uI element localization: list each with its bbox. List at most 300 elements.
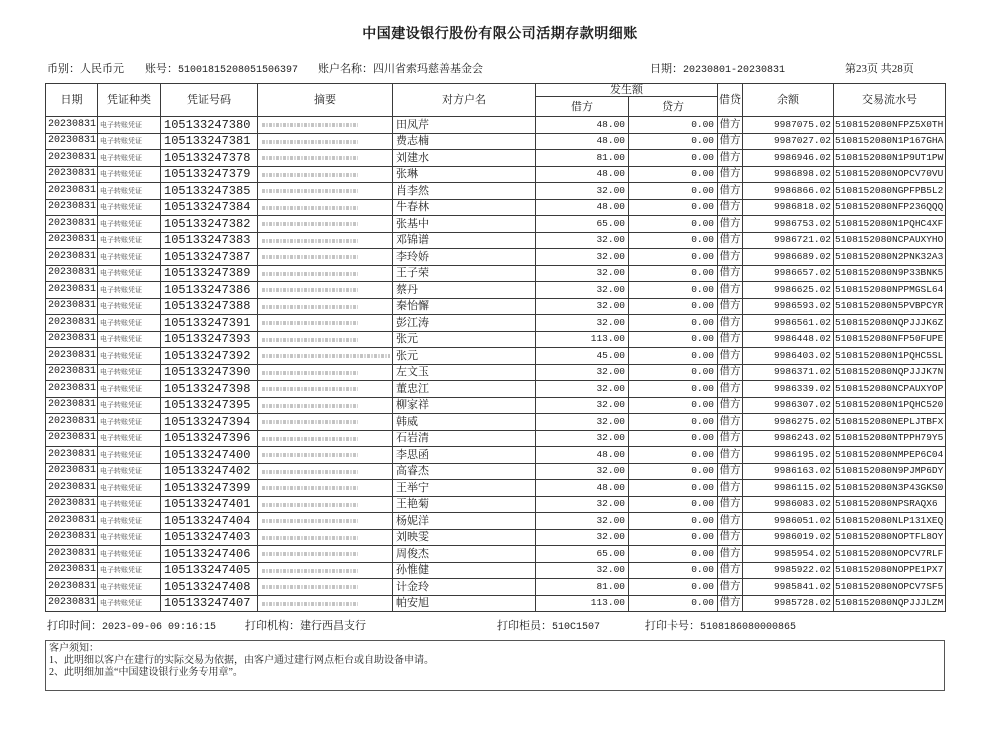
credit-amount-cell: 0.00 xyxy=(629,480,718,497)
summary-cell xyxy=(258,315,393,332)
debit-credit-flag-cell: 借方 xyxy=(718,348,743,365)
counterparty-cell: 张琳 xyxy=(393,166,536,183)
counterparty-cell: 帕安旭 xyxy=(393,595,536,612)
voucher-number-cell: 105133247382 xyxy=(161,216,258,233)
voucher-number-cell: 105133247394 xyxy=(161,414,258,431)
summary-cell xyxy=(258,381,393,398)
serial-number-cell: 5108152080NCPAUXYHO xyxy=(834,232,946,249)
counterparty-cell: 牛春林 xyxy=(393,199,536,216)
credit-amount-cell: 0.00 xyxy=(629,232,718,249)
column-header-summary: 摘要 xyxy=(258,84,393,117)
summary-cell xyxy=(258,529,393,546)
summary-fine-print xyxy=(262,387,358,391)
notice-item: 2、此明细加盖“中国建设银行业务专用章”。 xyxy=(49,667,243,678)
voucher-number-cell: 105133247400 xyxy=(161,447,258,464)
table-row xyxy=(46,183,946,200)
summary-fine-print xyxy=(262,536,358,540)
customer-notice-box xyxy=(45,640,945,691)
debit-credit-flag-cell: 借方 xyxy=(718,397,743,414)
voucher-type-cell: 电子转账凭证 xyxy=(98,265,161,282)
voucher-type-cell: 电子转账凭证 xyxy=(98,166,161,183)
table-row xyxy=(46,249,946,266)
credit-amount-cell: 0.00 xyxy=(629,166,718,183)
debit-amount-cell: 65.00 xyxy=(536,546,629,563)
counterparty-cell: 计金玲 xyxy=(393,579,536,596)
print-card-label: 打印卡号： xyxy=(645,620,700,632)
serial-number-cell: 5108152080NQPJJJK6Z xyxy=(834,315,946,332)
credit-amount-cell: 0.00 xyxy=(629,331,718,348)
debit-amount-cell: 113.00 xyxy=(536,331,629,348)
date-cell: 20230831 xyxy=(46,117,98,134)
debit-amount-cell: 48.00 xyxy=(536,117,629,134)
summary-cell xyxy=(258,430,393,447)
credit-amount-cell: 0.00 xyxy=(629,414,718,431)
counterparty-cell: 杨妮洋 xyxy=(393,513,536,530)
summary-cell xyxy=(258,546,393,563)
table-row xyxy=(46,298,946,315)
balance-cell: 9986866.02 xyxy=(743,183,834,200)
debit-amount-cell: 113.00 xyxy=(536,595,629,612)
debit-amount-cell: 48.00 xyxy=(536,199,629,216)
summary-cell xyxy=(258,117,393,134)
voucher-type-cell: 电子转账凭证 xyxy=(98,430,161,447)
balance-cell: 9986307.02 xyxy=(743,397,834,414)
voucher-number-cell: 105133247392 xyxy=(161,348,258,365)
debit-credit-flag-cell: 借方 xyxy=(718,216,743,233)
voucher-number-cell: 105133247384 xyxy=(161,199,258,216)
account-number-label: 账号： xyxy=(145,63,178,75)
counterparty-cell: 孙惟健 xyxy=(393,562,536,579)
serial-number-cell: 5108152080N3P43GKS0 xyxy=(834,480,946,497)
table-row xyxy=(46,348,946,365)
counterparty-cell: 张元 xyxy=(393,348,536,365)
serial-number-cell: 5108152080N9P33BNK5 xyxy=(834,265,946,282)
summary-fine-print xyxy=(262,140,358,144)
balance-cell: 9986657.02 xyxy=(743,265,834,282)
voucher-type-cell: 电子转账凭证 xyxy=(98,216,161,233)
table-row xyxy=(46,166,946,183)
account-name-value: 四川省索玛慈善基金会 xyxy=(373,63,483,75)
summary-cell xyxy=(258,331,393,348)
summary-fine-print xyxy=(262,420,358,424)
summary-fine-print xyxy=(262,173,358,177)
balance-cell: 9986243.02 xyxy=(743,430,834,447)
counterparty-cell: 秦怡懈 xyxy=(393,298,536,315)
table-row xyxy=(46,331,946,348)
voucher-number-cell: 105133247395 xyxy=(161,397,258,414)
print-card-value: 5108186080000865 xyxy=(700,622,797,633)
voucher-type-cell: 电子转账凭证 xyxy=(98,546,161,563)
serial-number-cell: 5108152080NFP236QQQ xyxy=(834,199,946,216)
summary-cell xyxy=(258,463,393,480)
print-branch xyxy=(245,619,366,633)
summary-cell xyxy=(258,348,393,365)
serial-number-cell: 5108152080NOPCV7SF5 xyxy=(834,579,946,596)
table-row xyxy=(46,397,946,414)
voucher-number-cell: 105133247404 xyxy=(161,513,258,530)
balance-cell: 9985954.02 xyxy=(743,546,834,563)
debit-amount-cell: 32.00 xyxy=(536,364,629,381)
summary-cell xyxy=(258,496,393,513)
serial-number-cell: 5108152080NOPTFL8OY xyxy=(834,529,946,546)
balance-cell: 9986163.02 xyxy=(743,463,834,480)
debit-amount-cell: 32.00 xyxy=(536,249,629,266)
voucher-number-cell: 105133247380 xyxy=(161,117,258,134)
credit-amount-cell: 0.00 xyxy=(629,265,718,282)
voucher-number-cell: 105133247396 xyxy=(161,430,258,447)
voucher-number-cell: 105133247407 xyxy=(161,595,258,612)
voucher-type-cell: 电子转账凭证 xyxy=(98,249,161,266)
credit-amount-cell: 0.00 xyxy=(629,430,718,447)
voucher-type-cell: 电子转账凭证 xyxy=(98,282,161,299)
serial-number-cell: 5108152080N1PQHC4XF xyxy=(834,216,946,233)
counterparty-cell: 韩威 xyxy=(393,414,536,431)
balance-cell: 9986115.02 xyxy=(743,480,834,497)
credit-amount-cell: 0.00 xyxy=(629,117,718,134)
voucher-number-cell: 105133247381 xyxy=(161,133,258,150)
debit-credit-flag-cell: 借方 xyxy=(718,546,743,563)
serial-number-cell: 5108152080N1P9UT1PW xyxy=(834,150,946,167)
date-cell: 20230831 xyxy=(46,529,98,546)
date-cell: 20230831 xyxy=(46,232,98,249)
table-header xyxy=(46,84,946,117)
table-row xyxy=(46,546,946,563)
voucher-number-cell: 105133247393 xyxy=(161,331,258,348)
balance-cell: 9985728.02 xyxy=(743,595,834,612)
table-row xyxy=(46,282,946,299)
voucher-number-cell: 105133247402 xyxy=(161,463,258,480)
voucher-type-cell: 电子转账凭证 xyxy=(98,595,161,612)
counterparty-cell: 王艳菊 xyxy=(393,496,536,513)
debit-amount-cell: 32.00 xyxy=(536,562,629,579)
debit-amount-cell: 32.00 xyxy=(536,232,629,249)
balance-cell: 9986898.02 xyxy=(743,166,834,183)
table-row xyxy=(46,414,946,431)
voucher-type-cell: 电子转账凭证 xyxy=(98,414,161,431)
credit-amount-cell: 0.00 xyxy=(629,496,718,513)
date-cell: 20230831 xyxy=(46,150,98,167)
balance-cell: 9986818.02 xyxy=(743,199,834,216)
voucher-number-cell: 105133247390 xyxy=(161,364,258,381)
serial-number-cell: 5108152080N1PQHC5SL xyxy=(834,348,946,365)
counterparty-cell: 高睿杰 xyxy=(393,463,536,480)
credit-amount-cell: 0.00 xyxy=(629,183,718,200)
voucher-number-cell: 105133247399 xyxy=(161,480,258,497)
summary-fine-print xyxy=(262,288,358,292)
summary-fine-print xyxy=(262,519,358,523)
serial-number-cell: 5108152080NPPMGSL64 xyxy=(834,282,946,299)
debit-amount-cell: 32.00 xyxy=(536,183,629,200)
table-row xyxy=(46,315,946,332)
summary-cell xyxy=(258,249,393,266)
debit-credit-flag-cell: 借方 xyxy=(718,265,743,282)
print-branch-value: 建行西昌支行 xyxy=(300,620,366,632)
voucher-type-cell: 电子转账凭证 xyxy=(98,117,161,134)
debit-amount-cell: 48.00 xyxy=(536,166,629,183)
counterparty-cell: 刘映雯 xyxy=(393,529,536,546)
print-time-label: 打印时间： xyxy=(47,620,102,632)
serial-number-cell: 5108152080NOPPE1PX7 xyxy=(834,562,946,579)
column-header-voucher-no: 凭证号码 xyxy=(161,84,258,117)
document-title: 中国建设银行股份有限公司活期存款明细账 xyxy=(362,27,638,42)
date-cell: 20230831 xyxy=(46,216,98,233)
summary-cell xyxy=(258,414,393,431)
table-row xyxy=(46,265,946,282)
table-row xyxy=(46,480,946,497)
voucher-number-cell: 105133247383 xyxy=(161,232,258,249)
voucher-number-cell: 105133247385 xyxy=(161,183,258,200)
summary-fine-print xyxy=(262,222,358,226)
debit-credit-flag-cell: 借方 xyxy=(718,133,743,150)
counterparty-cell: 张基中 xyxy=(393,216,536,233)
voucher-type-cell: 电子转账凭证 xyxy=(98,150,161,167)
serial-number-cell: 5108152080NQPJJJK7N xyxy=(834,364,946,381)
print-teller xyxy=(497,619,600,635)
date-cell: 20230831 xyxy=(46,496,98,513)
debit-amount-cell: 32.00 xyxy=(536,397,629,414)
summary-cell xyxy=(258,562,393,579)
serial-number-cell: 5108152080NPSRAQX6 xyxy=(834,496,946,513)
counterparty-cell: 王举宁 xyxy=(393,480,536,497)
debit-credit-flag-cell: 借方 xyxy=(718,430,743,447)
column-header-date: 日期 xyxy=(46,84,98,117)
debit-credit-flag-cell: 借方 xyxy=(718,249,743,266)
counterparty-cell: 彭江涛 xyxy=(393,315,536,332)
balance-cell: 9987075.02 xyxy=(743,117,834,134)
date-range-info xyxy=(650,62,785,78)
balance-cell: 9986448.02 xyxy=(743,331,834,348)
column-header-serial-no: 交易流水号 xyxy=(834,84,946,117)
currency-value: 人民币元 xyxy=(80,63,124,75)
counterparty-cell: 柳家祥 xyxy=(393,397,536,414)
debit-credit-flag-cell: 借方 xyxy=(718,381,743,398)
date-cell: 20230831 xyxy=(46,562,98,579)
debit-credit-flag-cell: 借方 xyxy=(718,282,743,299)
balance-cell: 9986946.02 xyxy=(743,150,834,167)
debit-credit-flag-cell: 借方 xyxy=(718,166,743,183)
date-cell: 20230831 xyxy=(46,249,98,266)
summary-cell xyxy=(258,298,393,315)
debit-amount-cell: 81.00 xyxy=(536,579,629,596)
voucher-number-cell: 105133247388 xyxy=(161,298,258,315)
serial-number-cell: 5108152080NLP131XEQ xyxy=(834,513,946,530)
credit-amount-cell: 0.00 xyxy=(629,199,718,216)
summary-cell xyxy=(258,232,393,249)
voucher-number-cell: 105133247379 xyxy=(161,166,258,183)
table-row xyxy=(46,232,946,249)
date-cell: 20230831 xyxy=(46,430,98,447)
voucher-type-cell: 电子转账凭证 xyxy=(98,480,161,497)
debit-credit-flag-cell: 借方 xyxy=(718,232,743,249)
summary-fine-print xyxy=(262,437,358,441)
debit-credit-flag-cell: 借方 xyxy=(718,414,743,431)
table-row xyxy=(46,513,946,530)
voucher-type-cell: 电子转账凭证 xyxy=(98,513,161,530)
serial-number-cell: 5108152080NGPFPB5L2 xyxy=(834,183,946,200)
debit-amount-cell: 48.00 xyxy=(536,133,629,150)
summary-fine-print xyxy=(262,123,358,127)
date-cell: 20230831 xyxy=(46,463,98,480)
debit-credit-flag-cell: 借方 xyxy=(718,199,743,216)
voucher-type-cell: 电子转账凭证 xyxy=(98,496,161,513)
debit-amount-cell: 48.00 xyxy=(536,447,629,464)
counterparty-cell: 石岩清 xyxy=(393,430,536,447)
summary-fine-print xyxy=(262,305,358,309)
summary-fine-print xyxy=(262,404,358,408)
summary-fine-print xyxy=(262,272,358,276)
voucher-number-cell: 105133247387 xyxy=(161,249,258,266)
notice-heading: 客户须知： xyxy=(49,643,99,654)
serial-number-cell: 5108152080N2PNK32A3 xyxy=(834,249,946,266)
date-cell: 20230831 xyxy=(46,397,98,414)
summary-cell xyxy=(258,199,393,216)
print-time xyxy=(47,619,216,635)
table-row xyxy=(46,447,946,464)
counterparty-cell: 李玲娇 xyxy=(393,249,536,266)
debit-credit-flag-cell: 借方 xyxy=(718,562,743,579)
voucher-type-cell: 电子转账凭证 xyxy=(98,199,161,216)
summary-cell xyxy=(258,595,393,612)
column-header-credit: 贷方 xyxy=(629,97,718,117)
date-cell: 20230831 xyxy=(46,265,98,282)
debit-amount-cell: 32.00 xyxy=(536,265,629,282)
account-number-value: 51001815208051506397 xyxy=(178,65,299,76)
balance-cell: 9986625.02 xyxy=(743,282,834,299)
print-teller-value: 510C1507 xyxy=(552,622,601,633)
debit-credit-flag-cell: 借方 xyxy=(718,513,743,530)
counterparty-cell: 左文玉 xyxy=(393,364,536,381)
serial-number-cell: 5108152080NFP50FUPE xyxy=(834,331,946,348)
summary-cell xyxy=(258,480,393,497)
credit-amount-cell: 0.00 xyxy=(629,529,718,546)
summary-fine-print xyxy=(262,585,358,589)
table-row xyxy=(46,199,946,216)
voucher-type-cell: 电子转账凭证 xyxy=(98,447,161,464)
summary-fine-print xyxy=(262,569,358,573)
summary-fine-print xyxy=(262,338,358,342)
credit-amount-cell: 0.00 xyxy=(629,397,718,414)
table-body xyxy=(46,117,946,612)
column-header-debit: 借方 xyxy=(536,97,629,117)
notice-item: 1、此明细以客户在建行的实际交易为依据，由客户通过建行网点柜台或自助设备申请。 xyxy=(49,655,434,666)
debit-credit-flag-cell: 借方 xyxy=(718,150,743,167)
summary-fine-print xyxy=(262,552,358,556)
date-cell: 20230831 xyxy=(46,183,98,200)
balance-cell: 9985922.02 xyxy=(743,562,834,579)
credit-amount-cell: 0.00 xyxy=(629,133,718,150)
account-name-info xyxy=(318,62,483,76)
summary-cell xyxy=(258,183,393,200)
balance-cell: 9985841.02 xyxy=(743,579,834,596)
debit-amount-cell: 32.00 xyxy=(536,282,629,299)
debit-amount-cell: 32.00 xyxy=(536,414,629,431)
debit-amount-cell: 32.00 xyxy=(536,315,629,332)
summary-cell xyxy=(258,150,393,167)
table-row xyxy=(46,117,946,134)
column-header-counterparty: 对方户名 xyxy=(393,84,536,117)
credit-amount-cell: 0.00 xyxy=(629,282,718,299)
currency-info xyxy=(47,62,124,76)
balance-cell: 9986561.02 xyxy=(743,315,834,332)
summary-cell xyxy=(258,513,393,530)
date-cell: 20230831 xyxy=(46,595,98,612)
debit-amount-cell: 32.00 xyxy=(536,513,629,530)
summary-fine-print xyxy=(262,486,358,490)
summary-cell xyxy=(258,133,393,150)
table-row xyxy=(46,430,946,447)
serial-number-cell: 5108152080N1P167GHA xyxy=(834,133,946,150)
voucher-type-cell: 电子转账凭证 xyxy=(98,133,161,150)
debit-credit-flag-cell: 借方 xyxy=(718,364,743,381)
debit-credit-flag-cell: 借方 xyxy=(718,595,743,612)
summary-fine-print xyxy=(262,470,358,474)
debit-amount-cell: 32.00 xyxy=(536,529,629,546)
debit-amount-cell: 32.00 xyxy=(536,298,629,315)
counterparty-cell: 肖李然 xyxy=(393,183,536,200)
table-row xyxy=(46,529,946,546)
debit-credit-flag-cell: 借方 xyxy=(718,480,743,497)
balance-cell: 9986689.02 xyxy=(743,249,834,266)
credit-amount-cell: 0.00 xyxy=(629,216,718,233)
print-card xyxy=(645,619,796,635)
summary-cell xyxy=(258,364,393,381)
date-cell: 20230831 xyxy=(46,199,98,216)
debit-amount-cell: 65.00 xyxy=(536,216,629,233)
summary-cell xyxy=(258,397,393,414)
serial-number-cell: 5108152080N5PVBPCYR xyxy=(834,298,946,315)
debit-amount-cell: 32.00 xyxy=(536,496,629,513)
voucher-type-cell: 电子转账凭证 xyxy=(98,579,161,596)
summary-fine-print xyxy=(262,239,358,243)
serial-number-cell: 5108152080NMPEP6C04 xyxy=(834,447,946,464)
summary-fine-print xyxy=(262,206,358,210)
voucher-type-cell: 电子转账凭证 xyxy=(98,463,161,480)
debit-amount-cell: 45.00 xyxy=(536,348,629,365)
voucher-number-cell: 105133247386 xyxy=(161,282,258,299)
counterparty-cell: 蔡丹 xyxy=(393,282,536,299)
balance-cell: 9986019.02 xyxy=(743,529,834,546)
serial-number-cell: 5108152080NOPCV70VU xyxy=(834,166,946,183)
page-indicator: 第23页 共28页 xyxy=(845,63,914,75)
voucher-number-cell: 105133247401 xyxy=(161,496,258,513)
column-header-amount: 发生额 xyxy=(536,84,718,97)
voucher-number-cell: 105133247389 xyxy=(161,265,258,282)
balance-cell: 9986275.02 xyxy=(743,414,834,431)
date-cell: 20230831 xyxy=(46,331,98,348)
print-branch-label: 打印机构： xyxy=(245,620,300,632)
summary-cell xyxy=(258,579,393,596)
summary-cell xyxy=(258,216,393,233)
counterparty-cell: 费志楠 xyxy=(393,133,536,150)
summary-cell xyxy=(258,282,393,299)
debit-credit-flag-cell: 借方 xyxy=(718,529,743,546)
debit-credit-flag-cell: 借方 xyxy=(718,447,743,464)
date-range-label: 日期： xyxy=(650,63,683,75)
serial-number-cell: 5108152080N9PJMP6DY xyxy=(834,463,946,480)
date-cell: 20230831 xyxy=(46,546,98,563)
summary-fine-print xyxy=(262,602,358,606)
summary-fine-print xyxy=(262,156,358,160)
table-row xyxy=(46,381,946,398)
credit-amount-cell: 0.00 xyxy=(629,463,718,480)
credit-amount-cell: 0.00 xyxy=(629,381,718,398)
credit-amount-cell: 0.00 xyxy=(629,595,718,612)
column-header-balance: 余额 xyxy=(743,84,834,117)
serial-number-cell: 5108152080NEPLJTBFX xyxy=(834,414,946,431)
debit-amount-cell: 48.00 xyxy=(536,480,629,497)
credit-amount-cell: 0.00 xyxy=(629,315,718,332)
voucher-type-cell: 电子转账凭证 xyxy=(98,331,161,348)
